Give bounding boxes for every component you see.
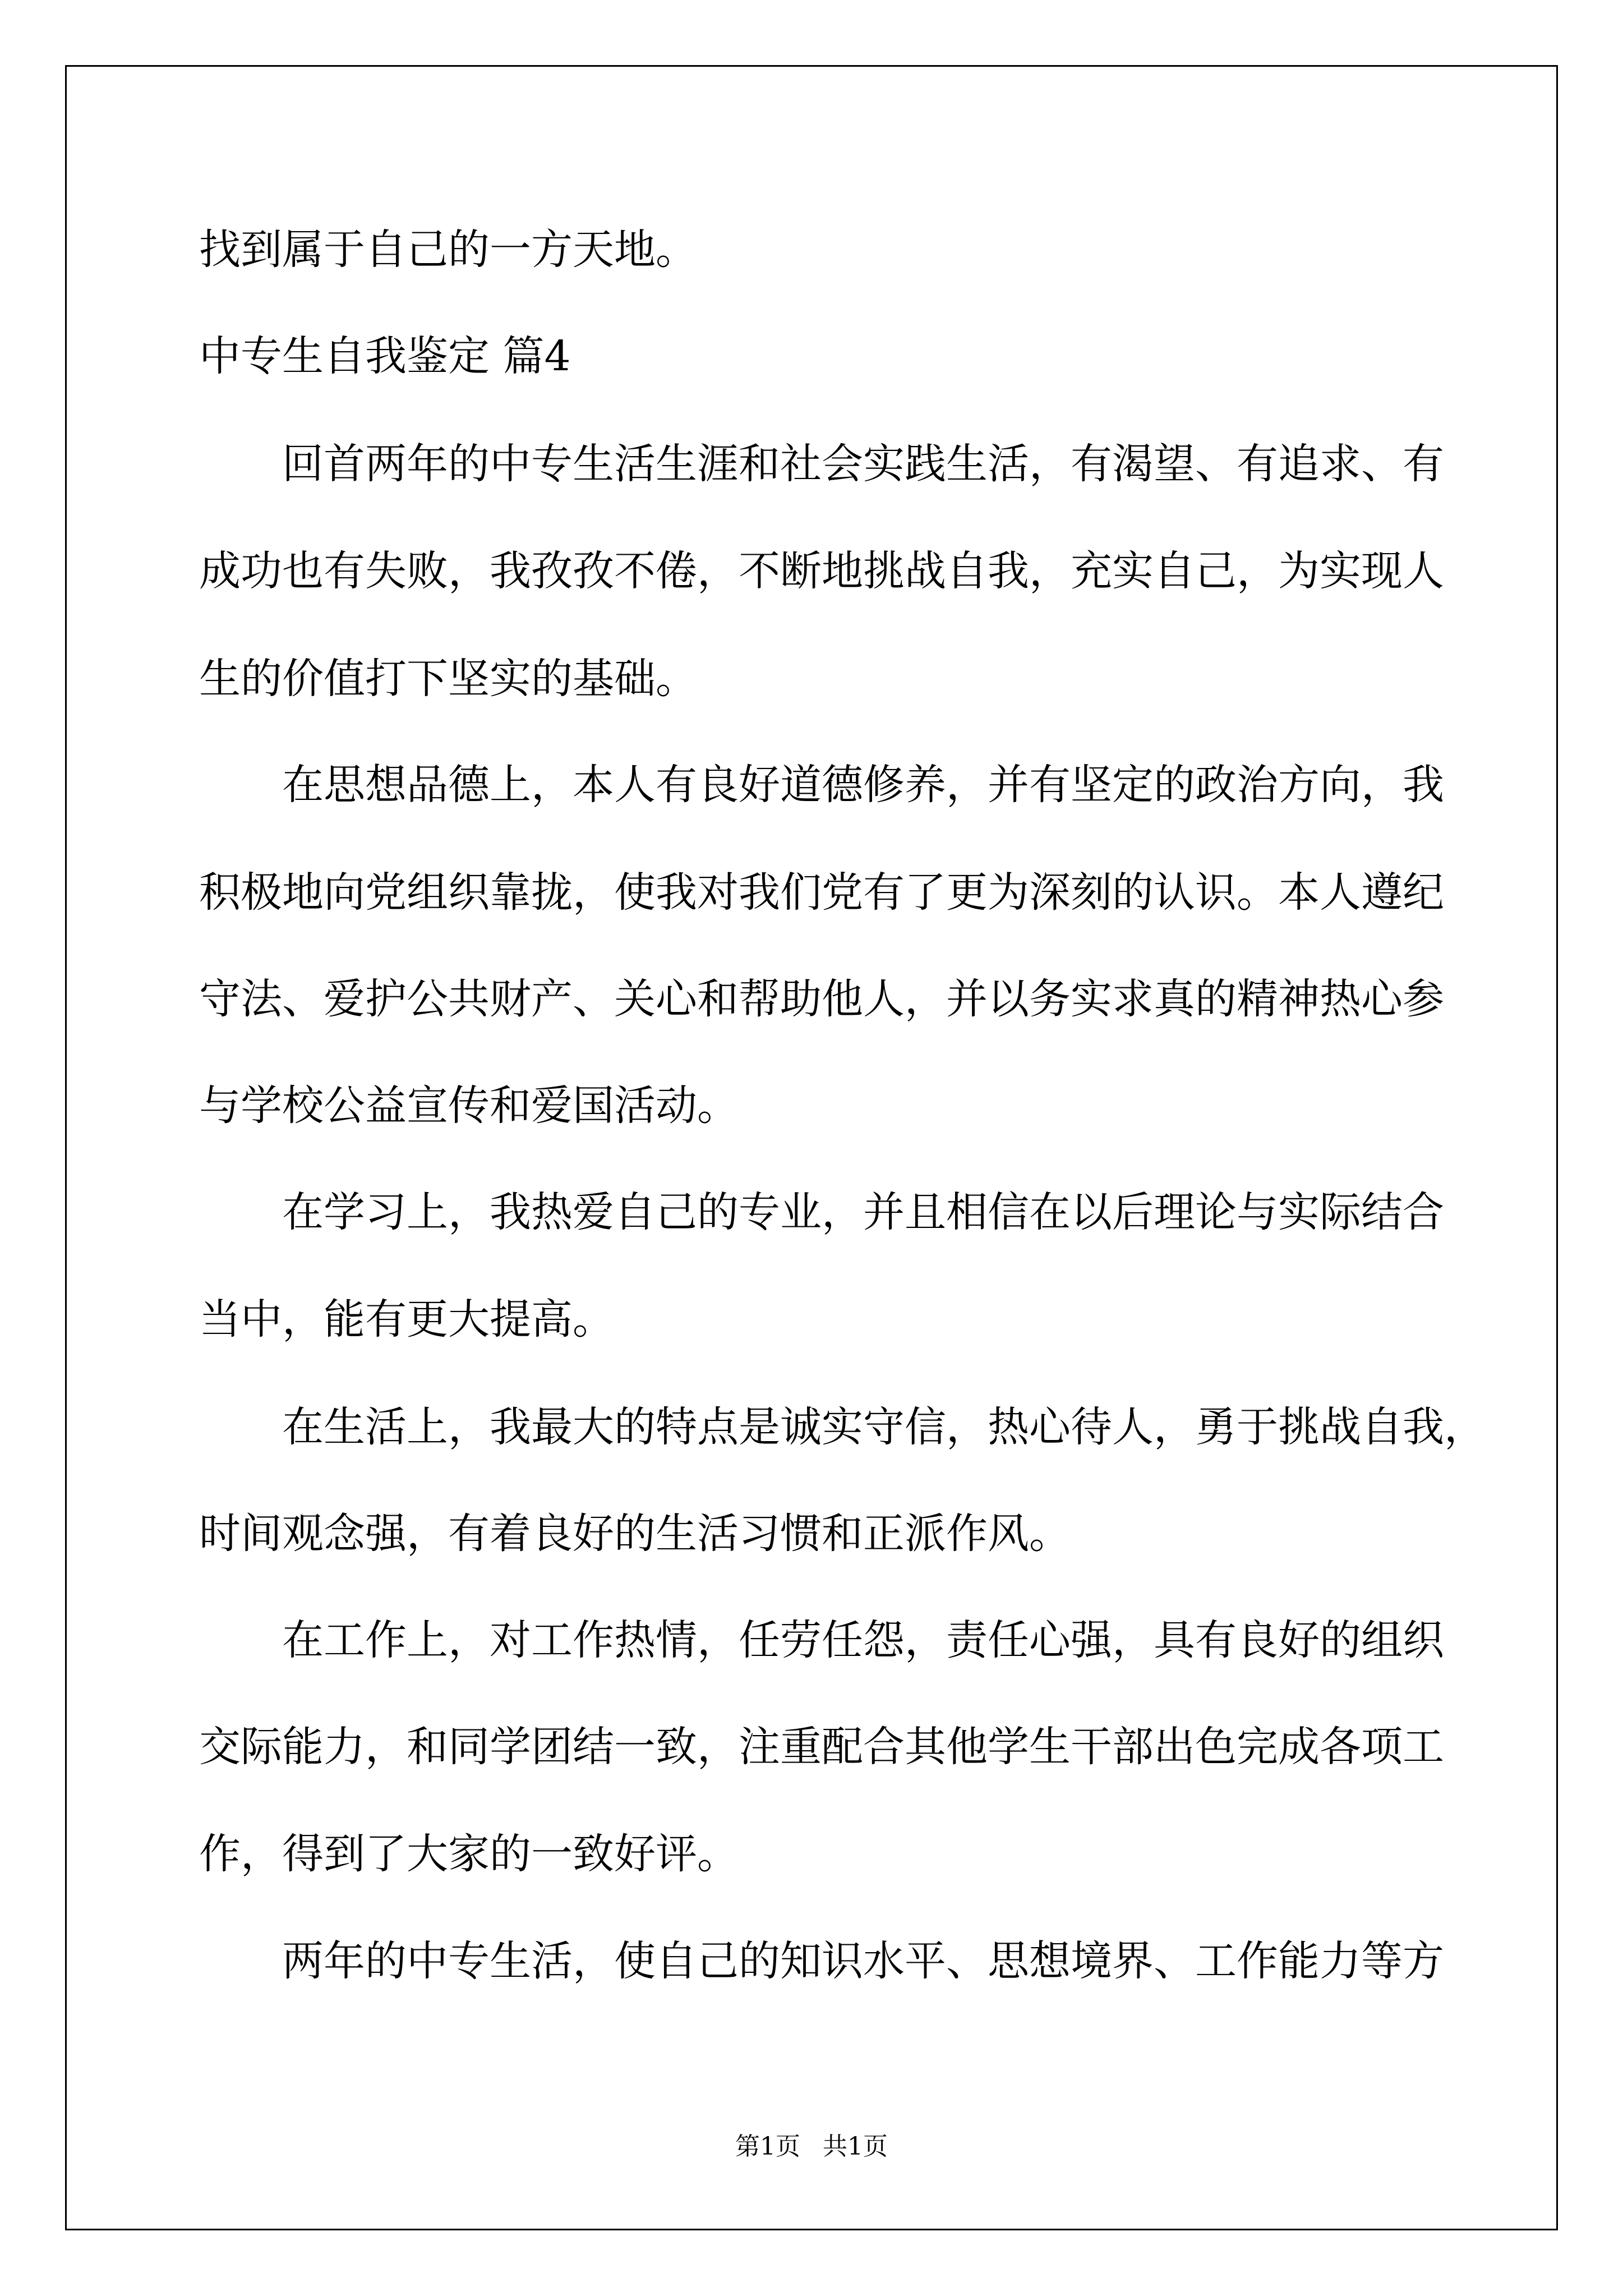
text-line: 在生活上，我最大的特点是诚实守信，热心待人，勇于挑战自我，: [282, 1403, 1486, 1451]
page-number: 第1页: [735, 2132, 800, 2161]
text-line: 在学习上，我热爱自己的专业，并且相信在以后理论与实际结合: [282, 1188, 1444, 1236]
text-line: 积极地向党组织靠拢，使我对我们党有了更为深刻的认识。本人遵纪: [199, 868, 1444, 917]
text-line: 生的价值打下坚实的基础。: [199, 655, 697, 703]
text-line: 当中，能有更大提高。: [199, 1295, 614, 1343]
text-line: 交际能力，和同学团结一致，注重配合其他学生干部出色完成各项工: [199, 1723, 1444, 1771]
text-line: 在工作上，对工作热情，任劳任怨，责任心强，具有良好的组织: [282, 1616, 1444, 1664]
text-line: 在思想品德上，本人有良好道德修养，并有坚定的政治方向，我: [282, 761, 1444, 809]
text-line: 两年的中专生活，使自己的知识水平、思想境界、工作能力等方: [282, 1937, 1444, 1985]
text-line: 时间观念强，有着良好的生活习惯和正派作风。: [199, 1510, 1071, 1558]
text-line: 回首两年的中专生活生涯和社会实践生活，有渴望、有追求、有: [282, 440, 1444, 488]
page-border: [65, 65, 1558, 2230]
text-line: 找到属于自己的一方天地。: [199, 226, 697, 274]
section-heading: 中专生自我鉴定 篇4: [199, 332, 571, 380]
page-total: 共1页: [823, 2132, 888, 2161]
text-line: 作，得到了大家的一致好评。: [199, 1830, 739, 1878]
page-footer: [0, 2126, 1623, 2162]
text-line: 成功也有失败，我孜孜不倦，不断地挑战自我，充实自己，为实现人: [199, 547, 1444, 595]
text-line: 与学校公益宣传和爱国活动。: [199, 1082, 739, 1130]
text-line: 守法、爱护公共财产、关心和帮助他人，并以务实求真的精神热心参: [199, 975, 1444, 1023]
